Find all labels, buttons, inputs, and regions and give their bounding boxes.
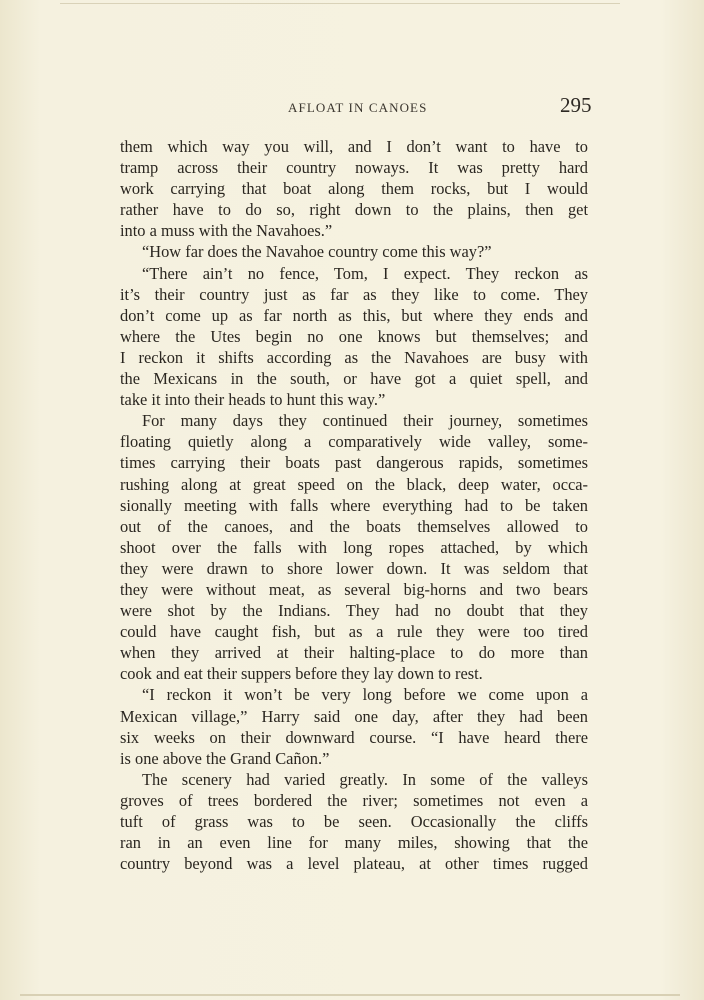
text-line: it’s their country just as far as they like to come. They <box>120 284 588 304</box>
text-line: “There ain’t no fence, Tom, I expect. They reckon as <box>142 263 588 283</box>
text-line: when they arrived at their halting-place to do more than <box>120 643 588 663</box>
text-line: six weeks on their downward course. “I have heard there <box>120 727 588 747</box>
text-line: For many days they continued their journey, sometimes <box>142 411 588 431</box>
text-line: the Mexicans in the south, or have got a quiet spell, and <box>120 369 588 389</box>
page-bottom-edge <box>20 994 680 996</box>
text-line: into a muss with the Navahoes.” <box>120 221 333 241</box>
text-line: rushing along at great speed on the black, deep water, occa- <box>120 474 588 494</box>
text-line: tramp across their country noways. It was pretty hard <box>120 158 588 178</box>
text-line: were shot by the Indians. They had no doubt that they <box>120 601 588 621</box>
text-line: ran in an even line for many miles, showing that the <box>120 833 588 853</box>
body-text <box>120 136 588 874</box>
text-line: they were drawn to shore lower down. It was seldom that <box>120 558 588 578</box>
text-line: The scenery had varied greatly. In some of the valleys <box>142 769 588 789</box>
page-edge-shadow <box>60 3 620 4</box>
text-line: sionally meeting with falls where everything had to be taken <box>120 495 588 515</box>
text-line: out of the canoes, and the boats themselves allowed to <box>120 516 588 536</box>
text-line: tuft of grass was to be seen. Occasionally the cliffs <box>120 812 588 831</box>
text-line: don’t come up as far north as this, but where they ends and <box>120 305 588 325</box>
text-line: they were without meat, as several big-horns and two bears <box>120 579 588 599</box>
text-line: Mexican village,” Harry said one day, after they had been <box>120 706 588 726</box>
text-line: groves of trees bordered the river; sometimes not even a <box>120 790 588 810</box>
text-line: work carrying that boat along them rocks, but I would <box>120 179 588 199</box>
text-line: them which way you will, and I don’t want to have to <box>120 137 588 156</box>
text-line: “How far does the Navahoe country come this way?” <box>142 242 492 262</box>
text-line: “I reckon it won’t be very long before we come upon a <box>142 685 588 705</box>
text-line: shoot over the falls with long ropes attached, by which <box>120 537 588 557</box>
running-head: AFLOAT IN CANOES <box>288 100 428 115</box>
text-line: country beyond was a level plateau, at other times rugged <box>120 854 588 874</box>
text-line: times carrying their boats past dangerous rapids, sometimes <box>120 453 588 473</box>
text-line: take it into their heads to hunt this way.” <box>120 390 386 410</box>
page-number: 295 <box>560 93 592 117</box>
text-line: is one above the Grand Cañon.” <box>120 748 330 768</box>
text-line: floating quietly along a comparatively wide valley, some- <box>120 432 588 452</box>
page-header <box>0 93 704 123</box>
text-line: could have caught fish, but as a rule they were too tired <box>120 622 588 642</box>
text-line: where the Utes begin no one knows but themselves; and <box>120 326 588 346</box>
text-line: rather have to do so, right down to the plains, then get <box>120 200 588 220</box>
text-line: cook and eat their suppers before they lay down to rest. <box>120 664 483 684</box>
text-line: I reckon it shifts according as the Navahoes are busy with <box>120 347 588 367</box>
